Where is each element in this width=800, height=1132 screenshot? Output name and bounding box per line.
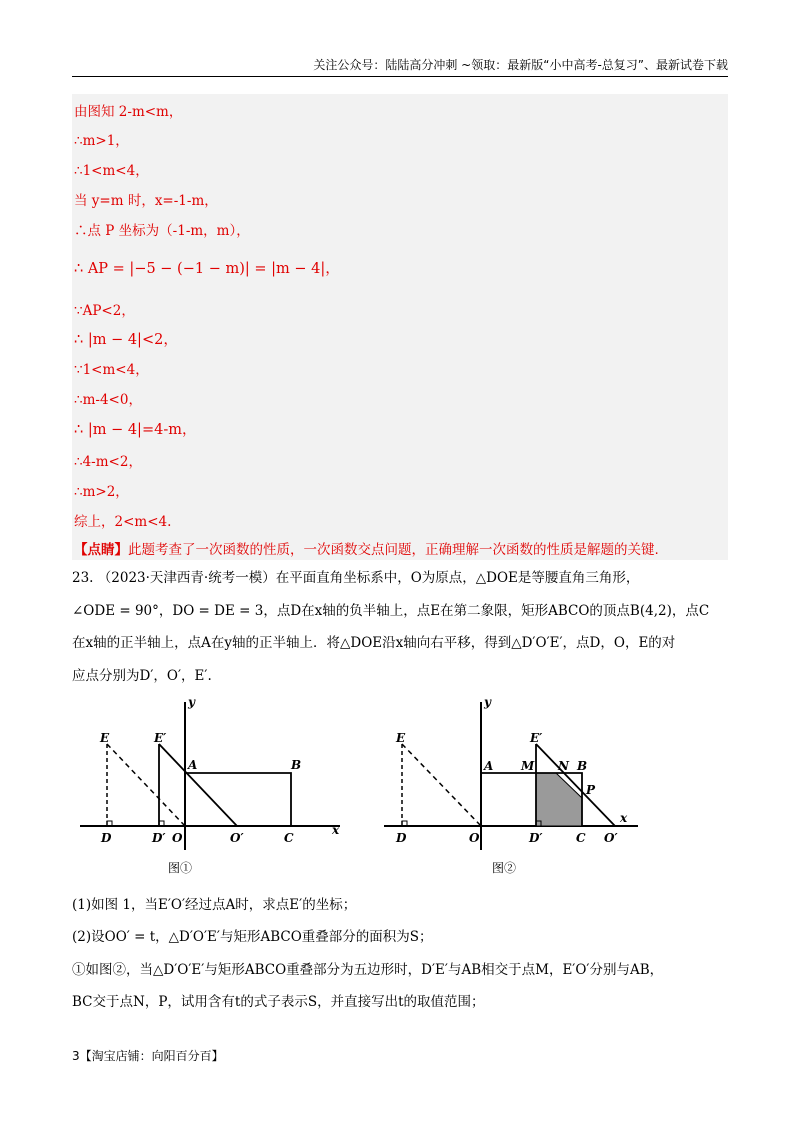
solution-line: ∴4-m<2， (74, 454, 142, 470)
fig2-y-label: y (484, 695, 491, 709)
fig1-caption: 图① (168, 861, 193, 875)
fig1-label-O1: O′ (230, 831, 244, 845)
fig1-label-C: C (284, 831, 294, 845)
page-footer: 3【淘宝店铺：向阳百分百】 (72, 1049, 224, 1063)
fig2-x-label: x (620, 811, 628, 825)
solution-line: ∴ |m − 4|<2， (74, 332, 178, 348)
solution-line: ∴m>2， (74, 484, 129, 500)
solution-line: ∴点 P 坐标为（-1-m，m）， (74, 223, 250, 239)
fig2-label-D1: D′ (529, 831, 543, 845)
fig1-label-E: E (100, 731, 110, 745)
solution-line: ∵AP<2， (74, 303, 135, 319)
fig1-label-A: A (188, 758, 198, 772)
dianjing-tag: 【点睛】 (74, 542, 128, 558)
question-line: ①如图②，当△D′O′E′与矩形ABCO重叠部分为五边形时，D′E′与AB相交于点M，E′O′分别与AB， (72, 962, 664, 978)
fig2-label-E1: E′ (530, 731, 543, 745)
dianjing-text: 此题考查了一次函数的性质，一次函数交点问题，正确理解一次函数的性质是解题的关键. (128, 542, 659, 558)
problem-line: 在x轴的正半轴上，点A在y轴的正半轴上．将△DOE沿x轴向右平移，得到△D′O′E′，点D，O，E的对 (72, 635, 676, 651)
fig1-label-D: D (101, 831, 112, 845)
fig1-label-B: B (291, 758, 302, 772)
fig2-label-E: E (396, 731, 406, 745)
fig2-label-C: C (576, 831, 586, 845)
fig2-label-P: P (586, 783, 596, 797)
fig1-label-D1: D′ (152, 831, 166, 845)
figures (72, 690, 728, 890)
dianjing-note (74, 538, 659, 558)
fig2-label-A: A (484, 759, 494, 773)
fig2-label-D: D (396, 831, 407, 845)
fig1-label-E1: E′ (154, 731, 167, 745)
figures-svg (72, 690, 728, 890)
problem-line: ∠ODE = 90°，DO = DE = 3，点D在x轴的负半轴上，点E在第二象限，矩形ABCO的顶点B(4,2)，点C (72, 603, 710, 619)
solution-line: ∴ |m − 4|=4-m， (74, 422, 197, 438)
figure-2 (384, 695, 638, 875)
solution-line: ∵1<m<4， (74, 362, 149, 378)
solution-line: ∴m-4<0， (74, 392, 142, 408)
solution-line: 当 y=m 时，x=-1-m， (74, 193, 218, 209)
page-header: 关注公众号：陆陆高分冲刺 ~领取：最新版“小中高考-总复习”、最新试卷下载 (72, 56, 728, 77)
fig2-label-M: M (521, 759, 535, 773)
fig2-label-B: B (577, 759, 588, 773)
solution-line: 综上，2<m<4. (74, 514, 172, 530)
fig2-label-N: N (558, 759, 569, 773)
fig2-label-O: O (469, 831, 480, 845)
solution-block (72, 94, 728, 560)
solution-line: ∴1<m<4， (74, 163, 149, 179)
problem-line: 应点分别为D′，O′，E′. (72, 668, 212, 684)
question-line: (1)如图 1，当E′O′经过点A时，求点E′的坐标； (72, 897, 357, 913)
problem-line: 23. （2023·天津西青·统考一模）在平面直角坐标系中，O为原点，△DOE是等腰直角三角形， (72, 570, 640, 586)
figure-1 (80, 695, 340, 875)
fig1-label-O: O (172, 831, 183, 845)
fig1-x-label: x (332, 823, 340, 837)
question-line: (2)设OO′ = t，△D′O′E′与矩形ABCO重叠部分的面积为S； (72, 929, 433, 945)
solution-line: ∴ AP = |−5 − (−1 − m)| = |m − 4|， (74, 261, 340, 277)
fig1-y-label: y (188, 695, 195, 709)
question-line: BC交于点N，P，试用含有t的式子表示S，并直接写出t的取值范围； (72, 994, 485, 1010)
solution-line: 由图知 2-m<m， (74, 104, 183, 120)
fig2-caption: 图② (492, 861, 517, 875)
fig2-label-O1: O′ (604, 831, 618, 845)
solution-line: ∴m>1， (74, 133, 129, 149)
